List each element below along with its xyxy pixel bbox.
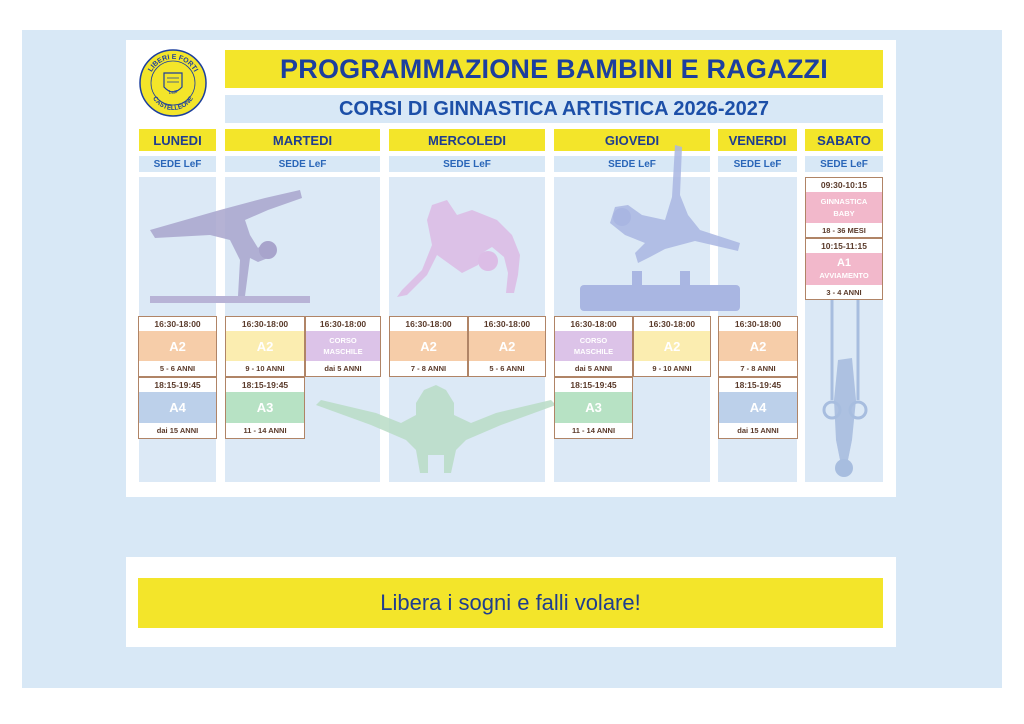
slot-age: 9 - 10 ANNI [245, 363, 285, 373]
slot-level: A2 [226, 331, 304, 361]
day-header-venerdi: VENERDI [718, 129, 797, 151]
slot-sabato-1 [805, 177, 883, 238]
slot-level: GINNASTICA BABY [806, 192, 882, 223]
slot-time: 16:30-18:00 [154, 319, 201, 329]
slot-level: CORSO MASCHILE [555, 331, 632, 361]
slot-time: 18:15-19:45 [734, 380, 782, 390]
slot-level: A2 [390, 331, 467, 361]
slot-venerdi-2 [718, 377, 798, 439]
slot-time: 16:30-18:00 [319, 319, 367, 329]
slot-mercoledi-2 [468, 316, 546, 377]
sede-venerdi: SEDE LeF [718, 156, 797, 172]
slot-age: dai 5 ANNI [324, 363, 362, 373]
slot-giovedi-1 [554, 316, 633, 377]
slot-age: dai 5 ANNI [574, 363, 613, 373]
slot-age: 18 - 36 MESI [822, 225, 866, 235]
slot-time: 18:15-19:45 [570, 380, 617, 390]
club-logo [139, 49, 207, 117]
slot-time: 16:30-18:00 [241, 319, 289, 329]
day-header-martedi: MARTEDI [225, 129, 380, 151]
slot-age: 7 - 8 ANNI [410, 363, 447, 373]
logo-top-text: LIBERI E FORTI [147, 53, 199, 74]
day-header-lunedi: LUNEDI [139, 129, 216, 151]
gymnast-straddle-silhouette [316, 385, 556, 475]
sede-sabato: SEDE LeF [805, 156, 883, 172]
slot-time: 16:30-18:00 [570, 319, 617, 329]
slot-age: 5 - 6 ANNI [489, 363, 525, 373]
slot-lunedi-2 [138, 377, 217, 439]
slot-martedi-3 [225, 377, 305, 439]
slot-time: 09:30-10:15 [820, 180, 868, 190]
slot-time: 10:15-11:15 [821, 241, 867, 251]
slot-giovedi-2 [633, 316, 711, 377]
slot-time: 16:30-18:00 [734, 319, 782, 329]
logo-emblem-text: LeF [168, 90, 178, 96]
page-title: PROGRAMMAZIONE BAMBINI E RAGAZZI [225, 50, 883, 88]
slot-age: 11 - 14 ANNI [571, 425, 616, 435]
slot-level: A2 [719, 331, 797, 361]
sede-lunedi: SEDE LeF [139, 156, 216, 172]
gymnast-pommel-horse-silhouette [580, 145, 745, 315]
slot-level-sub: AVVIAMENTO [819, 271, 869, 280]
slot-age: dai 15 ANNI [737, 425, 779, 435]
gymnast-balance-beam-silhouette [150, 190, 310, 310]
slot-level: CORSO MASCHILE [306, 331, 380, 361]
slot-age: 5 - 6 ANNI [159, 363, 196, 373]
slot-level: A3 [226, 392, 304, 423]
slot-martedi-2 [305, 316, 381, 377]
slot-time: 16:30-18:00 [405, 319, 452, 329]
slot-time: 18:15-19:45 [241, 380, 289, 390]
slot-time: 16:30-18:00 [483, 319, 531, 329]
slot-level-group [806, 253, 882, 285]
slot-venerdi-1 [718, 316, 798, 377]
slot-age: dai 15 ANNI [156, 425, 199, 435]
slot-level: A4 [139, 392, 216, 423]
slot-level: A2 [139, 331, 216, 361]
slot-time: 16:30-18:00 [648, 319, 696, 329]
slot-age: 11 - 14 ANNI [243, 425, 287, 435]
slot-age: 3 - 4 ANNI [826, 287, 862, 297]
gymnast-backbend-silhouette [392, 195, 537, 305]
day-header-giovedi: GIOVEDI [554, 129, 710, 151]
logo-bottom-text: CASTELLEONE [151, 95, 195, 113]
slot-age: 9 - 10 ANNI [652, 363, 692, 373]
slot-time: 18:15-19:45 [154, 380, 201, 390]
slot-age: 7 - 8 ANNI [740, 363, 776, 373]
sede-mercoledi: SEDE LeF [389, 156, 545, 172]
slot-level: A1 [836, 257, 852, 269]
slot-mercoledi-1 [389, 316, 468, 377]
page-subtitle: CORSI DI GINNASTICA ARTISTICA 2026-2027 [225, 95, 883, 123]
slot-martedi-1 [225, 316, 305, 377]
slot-giovedi-3 [554, 377, 633, 439]
slot-lunedi-1 [138, 316, 217, 377]
day-header-mercoledi: MERCOLEDI [389, 129, 545, 151]
gymnast-rings-silhouette [818, 300, 870, 480]
sede-giovedi: SEDE LeF [554, 156, 710, 172]
day-header-sabato: SABATO [805, 129, 883, 151]
motto-banner: Libera i sogni e falli volare! [138, 578, 883, 628]
slot-sabato-2 [805, 238, 883, 300]
sede-martedi: SEDE LeF [225, 156, 380, 172]
slot-level: A2 [634, 331, 710, 361]
slot-level: A2 [469, 331, 545, 361]
slot-level: A4 [719, 392, 797, 423]
slot-level: A3 [555, 392, 632, 423]
